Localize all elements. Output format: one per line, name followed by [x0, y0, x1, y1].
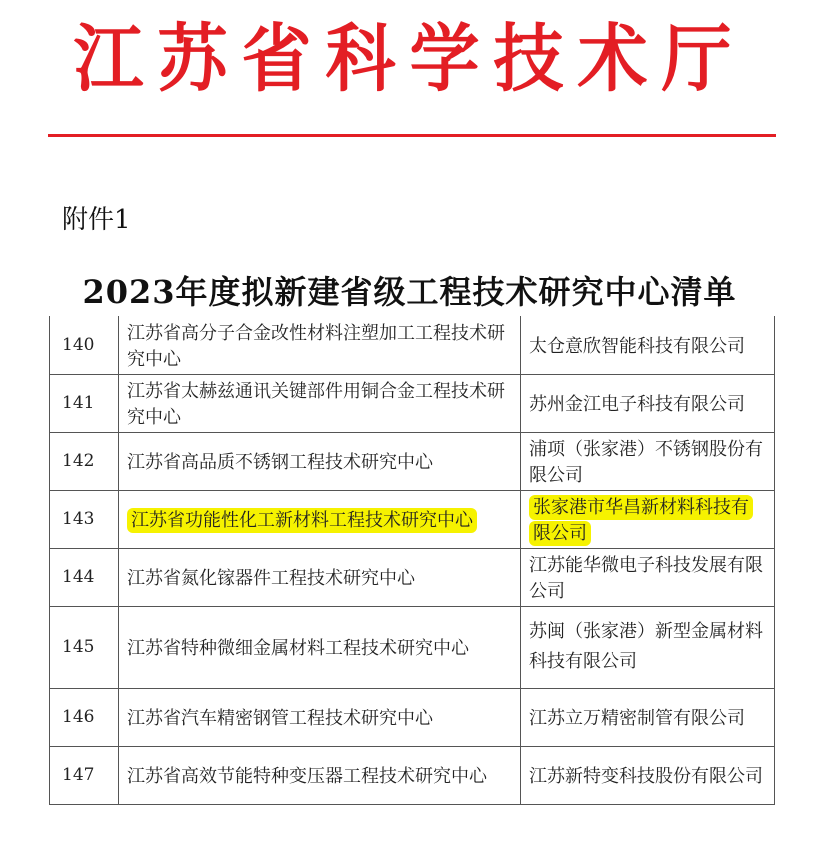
company-name: 苏州金江电子科技有限公司	[521, 374, 775, 432]
center-name: 江苏省高品质不锈钢工程技术研究中心	[119, 432, 521, 490]
center-name: 江苏省高分子合金改性材料注塑加工工程技术研究中心	[119, 316, 521, 374]
company-name-highlighted: 张家港市华昌新材料科技有限公司	[529, 495, 753, 546]
attachment-label: 附件1	[62, 205, 131, 235]
company-name: 太仓意欣智能科技有限公司	[521, 316, 775, 374]
row-number: 144	[50, 548, 119, 606]
table-row	[50, 688, 775, 746]
center-name: 江苏省太赫兹通讯关键部件用铜合金工程技术研究中心	[119, 374, 521, 432]
table-row	[50, 432, 775, 490]
center-name: 江苏省氮化镓器件工程技术研究中心	[119, 548, 521, 606]
table-row	[50, 746, 775, 804]
company-name: 江苏新特变科技股份有限公司	[521, 746, 775, 804]
row-number: 143	[50, 490, 119, 548]
center-name-highlighted: 江苏省功能性化工新材料工程技术研究中心	[127, 508, 477, 533]
center-list-table	[49, 316, 775, 805]
center-name: 江苏省特种微细金属材料工程技术研究中心	[119, 606, 521, 688]
company-name: 苏闽（张家港）新型金属材料科技有限公司	[521, 606, 775, 688]
row-number: 141	[50, 374, 119, 432]
table-row	[50, 606, 775, 688]
document-title: 2023年度拟新建省级工程技术研究中心清单	[82, 273, 737, 311]
center-name: 江苏省汽车精密钢管工程技术研究中心	[119, 688, 521, 746]
table-row-highlighted	[50, 490, 775, 548]
center-name: 江苏省高效节能特种变压器工程技术研究中心	[119, 746, 521, 804]
row-number: 140	[50, 316, 119, 374]
row-number: 146	[50, 688, 119, 746]
company-name: 江苏立万精密制管有限公司	[521, 688, 775, 746]
letterhead-title: 江苏省科学技术厅	[73, 15, 746, 103]
letterhead-red-rule	[48, 134, 776, 137]
company-name: 江苏能华微电子科技发展有限公司	[521, 548, 775, 606]
row-number: 145	[50, 606, 119, 688]
row-number: 142	[50, 432, 119, 490]
table-row	[50, 374, 775, 432]
row-number: 147	[50, 746, 119, 804]
company-name: 浦项（张家港）不锈钢股份有限公司	[521, 432, 775, 490]
table-row	[50, 316, 775, 374]
table-row	[50, 548, 775, 606]
